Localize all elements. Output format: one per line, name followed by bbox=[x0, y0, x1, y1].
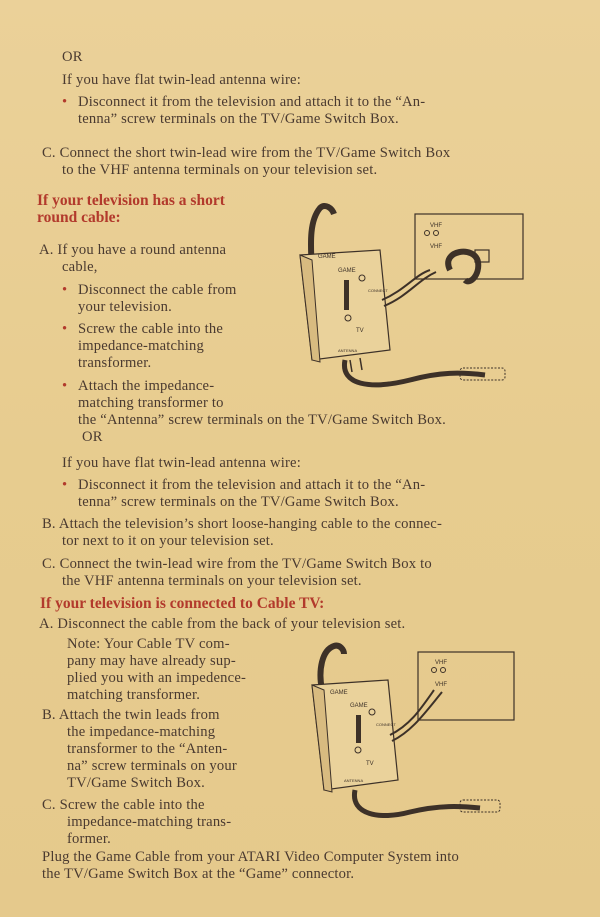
switch-box-illustration-round-cable bbox=[290, 200, 530, 410]
terminal-leads bbox=[350, 358, 362, 372]
bullet-text: Disconnect it from the television and attach it to the “An- bbox=[78, 477, 426, 493]
terminal-icon bbox=[432, 668, 437, 673]
step-b: B. Attach the twin leads from bbox=[42, 707, 220, 723]
bullet-text: transformer. bbox=[78, 355, 152, 371]
note: pany may have already sup- bbox=[67, 653, 236, 669]
bullet-text: your television. bbox=[78, 299, 172, 315]
bullet-text: tenna” screw terminals on the TV/Game Switch Box. bbox=[78, 494, 399, 510]
vhf-label: VHF bbox=[430, 244, 442, 250]
step-b: transformer to the “Anten- bbox=[67, 741, 228, 757]
bullet-text: Disconnect it from the television and attach it to the “An- bbox=[78, 94, 426, 110]
step-a: A. If you have a round antenna bbox=[39, 242, 227, 258]
game-label: GAME bbox=[350, 703, 368, 709]
step-b: tor next to it on your television set. bbox=[62, 533, 274, 549]
connect-label: CONNECT bbox=[368, 288, 388, 293]
bullet-text: impedance-matching bbox=[78, 338, 204, 354]
vhf-label: VHF bbox=[430, 223, 442, 229]
vhf-label: VHF bbox=[435, 682, 447, 688]
bullet-text: the “Antenna” screw terminals on the TV/Game Switch Box. bbox=[78, 412, 446, 428]
tv-label: TV bbox=[366, 761, 374, 767]
step-b: B. Attach the television’s short loose-hanging cable to the connec- bbox=[42, 516, 443, 532]
tv-back-panel bbox=[418, 652, 514, 720]
bullet-marker: • bbox=[62, 477, 68, 493]
bullet-text: Attach the impedance- bbox=[78, 378, 215, 394]
or-divider: OR bbox=[82, 429, 103, 445]
twin-lead-wire bbox=[390, 690, 442, 741]
tv-label: TV bbox=[356, 328, 364, 334]
section-heading-cable-tv: If your television is connected to Cable TV: bbox=[40, 595, 325, 612]
bullet-text: matching transformer to bbox=[78, 395, 224, 411]
step-c: C. Screw the cable into the bbox=[42, 797, 205, 813]
or-divider: OR bbox=[62, 49, 83, 65]
bullet-text: tenna” screw terminals on the TV/Game Switch Box. bbox=[78, 111, 399, 127]
vhf-label: VHF bbox=[435, 660, 447, 666]
bullet-marker: • bbox=[62, 321, 68, 337]
game-label: GAME bbox=[338, 268, 356, 274]
bullet-text: Screw the cable into the bbox=[78, 321, 224, 337]
step-c: C. Connect the twin-lead wire from the TV/Game Switch Box to bbox=[42, 556, 432, 572]
step-c: to the VHF antenna terminals on your television set. bbox=[62, 162, 378, 178]
step-c: former. bbox=[67, 831, 111, 847]
step-c: impedance-matching trans- bbox=[67, 814, 232, 830]
plug-instruction: the TV/Game Switch Box at the “Game” connector. bbox=[42, 866, 355, 882]
step-a: A. Disconnect the cable from the back of your television set. bbox=[39, 616, 406, 632]
twin-lead-wire bbox=[382, 270, 436, 306]
switch-slider bbox=[344, 280, 349, 310]
step-c: the VHF antenna terminals on your television set. bbox=[62, 573, 362, 589]
antenna-cable bbox=[344, 360, 485, 385]
switch-box-illustration-cable-tv bbox=[300, 640, 520, 840]
step-b: the impedance-matching bbox=[67, 724, 216, 740]
antenna-label: ANTENNA bbox=[344, 778, 364, 783]
bullet-marker: • bbox=[62, 282, 68, 298]
step-c: C. Connect the short twin-lead wire from the TV/Game Switch Box bbox=[42, 145, 451, 161]
note: plied you with an impedence- bbox=[67, 670, 247, 686]
bullet-text: Disconnect the cable from bbox=[78, 282, 237, 298]
switch-slider bbox=[356, 715, 361, 743]
note: matching transformer. bbox=[67, 687, 201, 703]
section-heading-round-cable: round cable: bbox=[37, 209, 121, 226]
flat-wire-intro: If you have flat twin-lead antenna wire: bbox=[62, 455, 301, 471]
bullet-marker: • bbox=[62, 378, 68, 394]
plug-instruction: Plug the Game Cable from your ATARI Video Computer System into bbox=[42, 849, 460, 865]
connect-label: CONNECT bbox=[376, 722, 396, 727]
step-b: na” screw terminals on your bbox=[67, 758, 237, 774]
game-label: GAME bbox=[330, 690, 348, 696]
terminal-icon bbox=[434, 231, 439, 236]
terminal-icon bbox=[425, 231, 430, 236]
bullet-marker: • bbox=[62, 94, 68, 110]
antenna-label: ANTENNA bbox=[338, 348, 358, 353]
section-heading-round-cable: If your television has a short bbox=[37, 192, 225, 209]
step-a: cable, bbox=[62, 259, 98, 275]
note: Note: Your Cable TV com- bbox=[67, 636, 230, 652]
terminal-icon bbox=[441, 668, 446, 673]
step-b: TV/Game Switch Box. bbox=[67, 775, 205, 791]
flat-wire-intro: If you have flat twin-lead antenna wire: bbox=[62, 72, 301, 88]
game-label: GAME bbox=[318, 254, 336, 260]
round-cable-loop bbox=[448, 252, 478, 282]
